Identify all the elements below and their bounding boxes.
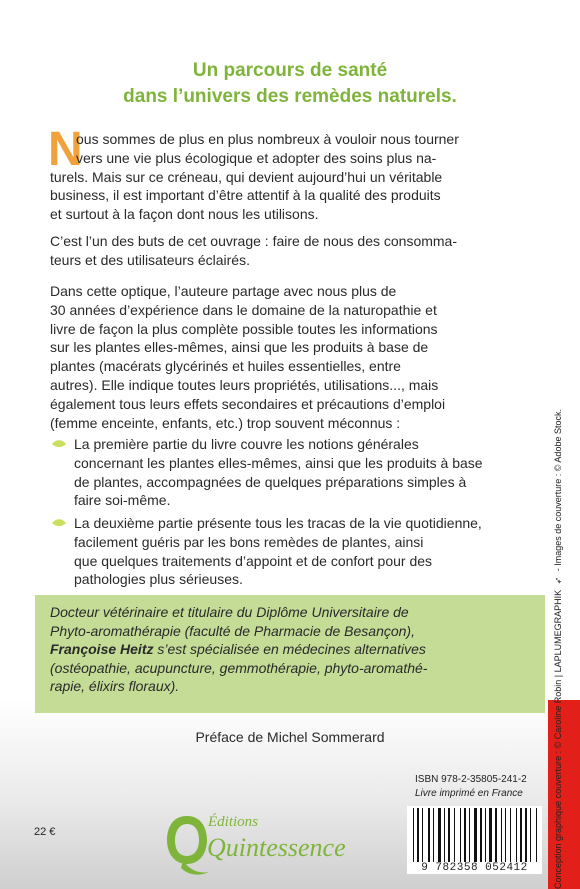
barcode-bar: [489, 808, 492, 862]
purpose-line: C’est l’un des buts de cet ouvrage : faire de nous des consomma-: [50, 233, 457, 249]
publisher-name: Quintessence: [207, 833, 346, 862]
bullet-line: de plantes, accompagnées de quelques préparations simples à: [74, 473, 467, 490]
bird-icon: ➶: [553, 576, 563, 585]
price: 22 €: [34, 826, 56, 838]
leaf-bullet-icon: [52, 519, 66, 527]
bullet-line: que quelques traitements d’appoint et de confort pour des: [74, 552, 433, 569]
description-line: autres). Elle indique toutes leurs propriétés, utilisations..., mais: [50, 376, 439, 393]
bio-line: Docteur vétérinaire et titulaire du Diplôme Universitaire de: [50, 604, 409, 620]
publisher-editions-label: Éditions: [208, 814, 259, 830]
bio-line: rapie, élixirs floraux).: [50, 678, 180, 694]
description-line: également tous leurs effets secondaires et précautions d’emploi: [50, 395, 446, 412]
isbn-number: ISBN 978-2-35805-241-2: [415, 774, 527, 785]
barcode-bar: [501, 808, 502, 862]
barcode-bar: [505, 808, 506, 862]
barcode-bar: [525, 808, 527, 862]
barcode-bar: [417, 808, 419, 862]
barcode-bar: [428, 808, 430, 862]
description-line: (femme enceinte, enfants, etc.) trop souvent méconnus :: [50, 414, 401, 431]
intro-line: turels. Mais sur ce créneau, qui devient aujourd’hui un véritable: [50, 168, 443, 185]
description-line: plantes (macérats glycérinés et huiles essentielles, entre: [50, 358, 401, 375]
barcode-bar: [422, 808, 423, 862]
intro-line: vers une vie plus écologique et adopter des soins plus na-: [76, 149, 437, 166]
credit-separator: |: [553, 674, 563, 678]
barcode-bar: [520, 808, 522, 862]
barcode-bar: [485, 808, 486, 862]
bio-line-rest: s’est spécialisée en médecines alternatives: [153, 641, 426, 657]
barcode-bar: [460, 808, 461, 862]
barcode-bar: [480, 808, 482, 862]
leaf-bullet-icon: [52, 440, 66, 448]
credit-designer: Conception graphique couverture : © Caroline Robin: [553, 679, 563, 889]
bullet-line: La deuxième partie présente tous les tracas de la vie quotidienne,: [74, 515, 482, 531]
description-paragraph: [50, 282, 530, 432]
author-name: Françoise Heitz: [50, 641, 154, 657]
barcode-bar: [438, 808, 441, 862]
description-line: livre de façon la plus complète possible toutes les informations: [50, 320, 438, 337]
headline-line-2: dans l’univers des remèdes naturels.: [123, 86, 457, 107]
intro-line: business, il est important d’être attentif à la qualité des produits: [50, 187, 441, 204]
intro-line: ous sommes de plus en plus nombreux à vouloir nous tourner: [76, 131, 459, 147]
description-line: 30 années d’expérience dans le domaine de la naturopathie et: [50, 301, 437, 318]
bio-line: (ostéopathie, acupuncture, gemmothérapie, phyto-aromathé-: [50, 659, 428, 676]
bio-line: [50, 640, 535, 659]
author-bio: [50, 603, 535, 696]
purpose-paragraph: [50, 232, 530, 270]
barcode-bar: [444, 808, 445, 862]
preface-credit: Préface de Michel Sommerard: [195, 729, 385, 745]
bio-line: Phyto-aromathérapie (faculté de Pharmacie de Besançon),: [50, 622, 415, 639]
bullet-line: facilement guéris par les bons remèdes de plantes, ainsi: [74, 533, 424, 550]
headline-line-1: Un parcours de santé: [192, 60, 388, 81]
barcode-bar: [433, 808, 434, 862]
barcode-bar: [448, 808, 450, 862]
barcode-bar: [530, 808, 531, 862]
intro-line: et surtout à la façon dont nous les utilisons.: [50, 206, 319, 223]
barcode-bar: [516, 808, 517, 862]
barcode-digits: 9 782358 052412: [407, 862, 542, 874]
barcode-bar: [454, 808, 455, 862]
barcode-bar: [413, 808, 414, 862]
description-line: sur les plantes elles-mêmes, ainsi que les produits à base de: [50, 339, 429, 356]
bullet-line: La première partie du livre couvre les notions générales: [74, 436, 419, 452]
barcode-bar: [495, 808, 497, 862]
intro-paragraph: [50, 130, 530, 224]
barcode-bar: [464, 808, 466, 862]
purpose-line: teurs et des utilisateurs éclairés.: [50, 251, 250, 268]
barcode-bar: [510, 808, 511, 862]
drop-cap: N: [48, 123, 83, 176]
barcode-bar: [469, 808, 470, 862]
cover-design-credit: [553, 369, 564, 889]
barcode: [407, 806, 542, 868]
barcode-bar: [474, 808, 477, 862]
bullet-item-1: [74, 435, 530, 510]
credit-images: - Images de couverture : © Adobe Stock.: [553, 409, 563, 572]
bullet-line: pathologies plus sérieuses.: [74, 571, 243, 588]
bullet-line: concernant les plantes elles-mêmes, ainsi que les produits à base: [74, 454, 483, 471]
barcode-bar: [536, 808, 537, 862]
credit-studio: LAPLUMEGRAPHIK: [553, 589, 563, 673]
printed-in-france: Livre imprimé en France: [415, 788, 523, 799]
bullet-line: faire soi-même.: [74, 492, 171, 509]
publisher-logo-icon: [163, 810, 211, 880]
description-line: Dans cette optique, l’auteure partage avec nous plus de: [50, 283, 397, 299]
bullet-item-2: [74, 514, 530, 589]
